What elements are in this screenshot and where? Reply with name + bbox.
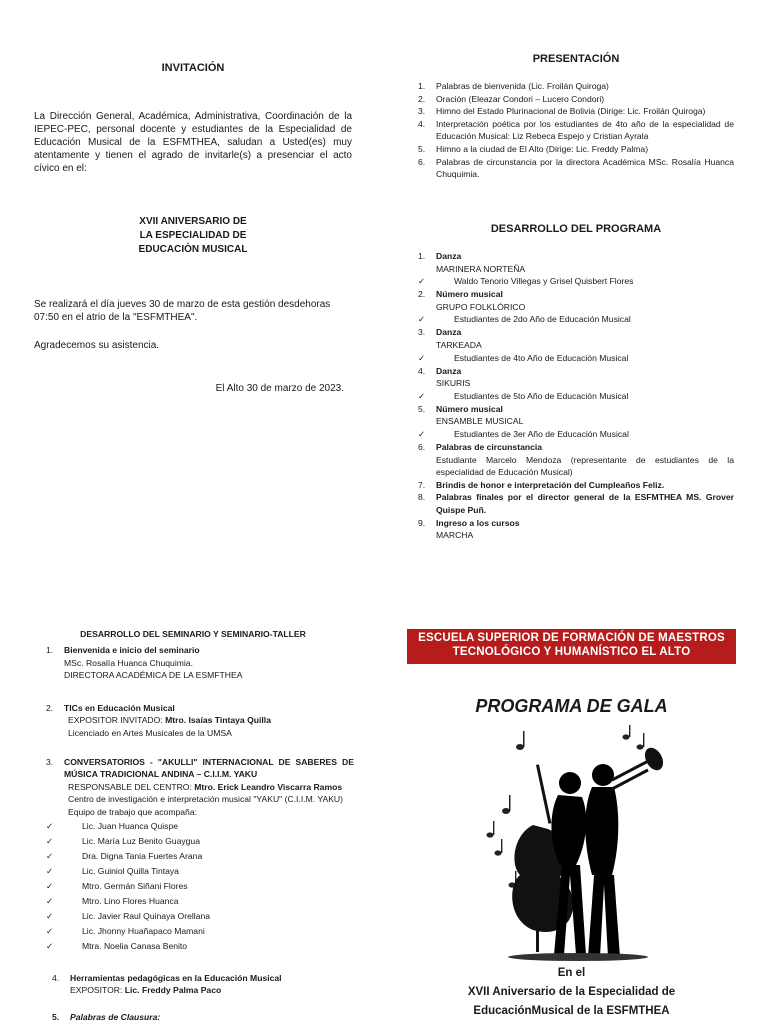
- check-item: ✓ Lic. Guiniol Quilla Tintaya: [46, 865, 179, 876]
- list-item-sub: TARKEADA: [436, 339, 482, 350]
- banner-line: TECNOLÓGICO Y HUMANÍSTICO EL ALTO: [452, 646, 691, 658]
- list-item-sub: Licenciado en Artes Musicales de la UMSA: [68, 727, 232, 738]
- list-item-sub: RESPONSABLE DEL CENTRO: Mtro. Erick Leandro Viscarra Ramos: [68, 781, 343, 792]
- list-item-sub: Estudiante Marcelo Mendoza (representante de estudiantes de la especialidad de Educación Musical): [436, 454, 734, 478]
- footer-line: XVII Aniversario de la Especialidad de: [467, 986, 676, 998]
- list-item: 2. Número musical: [418, 289, 503, 300]
- list-item-sub: SIKURIS: [436, 378, 471, 389]
- list-item: 5. Palabras de Clausura:: [52, 1011, 161, 1022]
- gala-title: PROGRAMA DE GALA: [475, 696, 668, 716]
- list-item-sub: EXPOSITOR: Lic. Freddy Palma Paco: [70, 985, 222, 996]
- list-item-sub: Equipo de trabajo que acompaña:: [68, 806, 198, 817]
- check-item: ✓ Lic. Jhonny Huañapaco Mamani: [46, 925, 205, 936]
- event-line: LA ESPECIALIDAD DE: [139, 230, 247, 241]
- check-item: ✓ Mtra. Noelia Canasa Benito: [46, 940, 188, 951]
- musicians-illustration: [478, 725, 663, 965]
- list-item: 2. TICs en Educación Musical: [46, 702, 175, 713]
- list-item-sub: ENSAMBLE MUSICAL: [436, 416, 524, 427]
- check-item: ✓ Lic. María Luz Benito Guaygua: [46, 835, 200, 846]
- check-item: ✓ Mtro. Lino Flores Huanca: [46, 895, 179, 906]
- presentation-title: PRESENTACIÓN: [532, 53, 620, 65]
- list-item-sub: MSc. Rosalía Huanca Chuquimia.: [64, 657, 193, 668]
- check-item: ✓ Estudiantes de 3er Año de Educación Musical: [418, 428, 629, 439]
- check-item: ✓ Dra. Digna Tania Fuertes Arana: [46, 850, 203, 861]
- check-item: ✓ Mtro. Germán Siñani Flores: [46, 880, 188, 891]
- list-item: 1. Bienvenida e inicio del seminario: [46, 645, 200, 655]
- program-list: [418, 250, 734, 542]
- list-item-sub: EXPOSITOR INVITADO: Mtro. Isaías Tintaya Quilla: [68, 715, 271, 726]
- list-item: 1. Danza: [418, 251, 462, 261]
- check-item: ✓ Estudiantes de 4to Año de Educación Musical: [418, 352, 629, 363]
- check-item: ✓ Estudiantes de 5to Año de Educación Musical: [418, 390, 629, 401]
- event-line: EDUCACIÒN MUSICAL: [138, 244, 248, 255]
- list-item-sub: Centro de investigación e interpretación musical "YAKU" (C.I.I.M. YAKU): [68, 794, 344, 805]
- invitation-thanks: Agradecemos su asistencia.: [34, 340, 160, 351]
- list-item: 4. Danza: [418, 365, 462, 376]
- list-item-sub: DIRECTORA ACADÉMICA DE LA ESMFTHEA: [64, 670, 243, 681]
- check-item: ✓ Waldo Tenorio Villegas y Grisel Quisbert Flores: [418, 276, 634, 287]
- event-line: XVII ANIVERSARIO DE: [139, 216, 247, 227]
- list-item: 5. Número musical: [418, 403, 503, 414]
- list-item-sub: MARINERA NORTEÑA: [436, 263, 526, 274]
- list-item: 4. Herramientas pedagógicas en la Educación Musical: [52, 972, 282, 983]
- event-name: [34, 215, 352, 257]
- check-item: ✓ Estudiantes de 2do Año de Educación Musical: [418, 314, 631, 325]
- list-item-sub: MARCHA: [436, 530, 474, 541]
- check-item: ✓ Lic. Juan Huanca Quispe: [46, 820, 179, 831]
- invitation-body: La Dirección General, Académica, Administrativa, Coordinación de la IEPEC-PEC, personal docente y estudiantes de la Especialidad de Educación Musical de la ESFMTHEA, saludan a Usted(es) muy atentamente y tienen el agrado de invitarle(s) a presenciar el acto cívico en el:: [34, 111, 352, 174]
- list-item: 4. Interpretación poética por los estudiantes de 4to año de la especialidad de Educación Musical: Liz Rebeca Espejo y Cristian Ayrala: [418, 118, 734, 142]
- footer-line: EducaciónMusical de la ESFMTHEA: [473, 1005, 670, 1017]
- list-item: 2. Oración (Eleazar Condori – Lucero Condori): [418, 93, 605, 104]
- footer-line: En el: [557, 967, 586, 979]
- list-item: 5. Himno a la ciudad de El Alto (Dirige: Lic. Freddy Palma): [418, 143, 649, 154]
- list-item: 9. Ingreso a los cursos: [418, 517, 520, 528]
- invitation-schedule: Se realizará el día jueves 30 de marzo de esta gestión desdehoras 07:50 en el atrio de la "ESFMTHEA".: [34, 299, 331, 323]
- list-item: 6. Palabras de circunstancia: [418, 441, 543, 452]
- program-title: DESARROLLO DEL PROGRAMA: [490, 223, 662, 235]
- list-item: 6. Palabras de circunstancia por la directora Académica MSc. Rosalía Huanca Chuquimia.: [418, 156, 734, 180]
- banner-line: ESCUELA SUPERIOR DE FORMACIÓN DE MAESTROS: [418, 632, 725, 644]
- cover-footer: [407, 964, 736, 1021]
- seminar-list: [46, 644, 354, 1023]
- list-item: 3. CONVERSATORIOS - "AKULLI" INTERNACIONAL DE SABERES DE MÚSICA TRADICIONAL ANDINA – C.I.I.M. YAKU: [46, 756, 354, 780]
- list-item: 3. Danza: [418, 327, 462, 338]
- list-item: 1. Palabras de bienvenida (Lic. Froilán Quiroga): [418, 81, 609, 91]
- seminar-title: DESARROLLO DEL SEMINARIO Y SEMINARIO-TALLER: [80, 629, 306, 639]
- list-item: 7. Brindis de honor e interpretación del Cumpleaños Feliz.: [418, 479, 665, 490]
- invitation-title: INVITACIÓN: [161, 62, 225, 74]
- presentation-list: [418, 80, 734, 181]
- list-item: 3. Himno del Estado Plurinacional de Bolivia (Dirige: Lic. Froilán Quiroga): [418, 106, 706, 117]
- check-item: ✓ Lic. Javier Raul Quinaya Orellana: [46, 910, 211, 921]
- invitation-date: El Alto 30 de marzo de 2023.: [215, 383, 344, 394]
- list-item: 8. Palabras finales por el director general de la ESFMTHEA MS. Grover Quispe Puñ.: [418, 492, 734, 515]
- list-item-sub: GRUPO FOLKLÓRICO: [436, 301, 526, 312]
- school-banner: [407, 629, 736, 664]
